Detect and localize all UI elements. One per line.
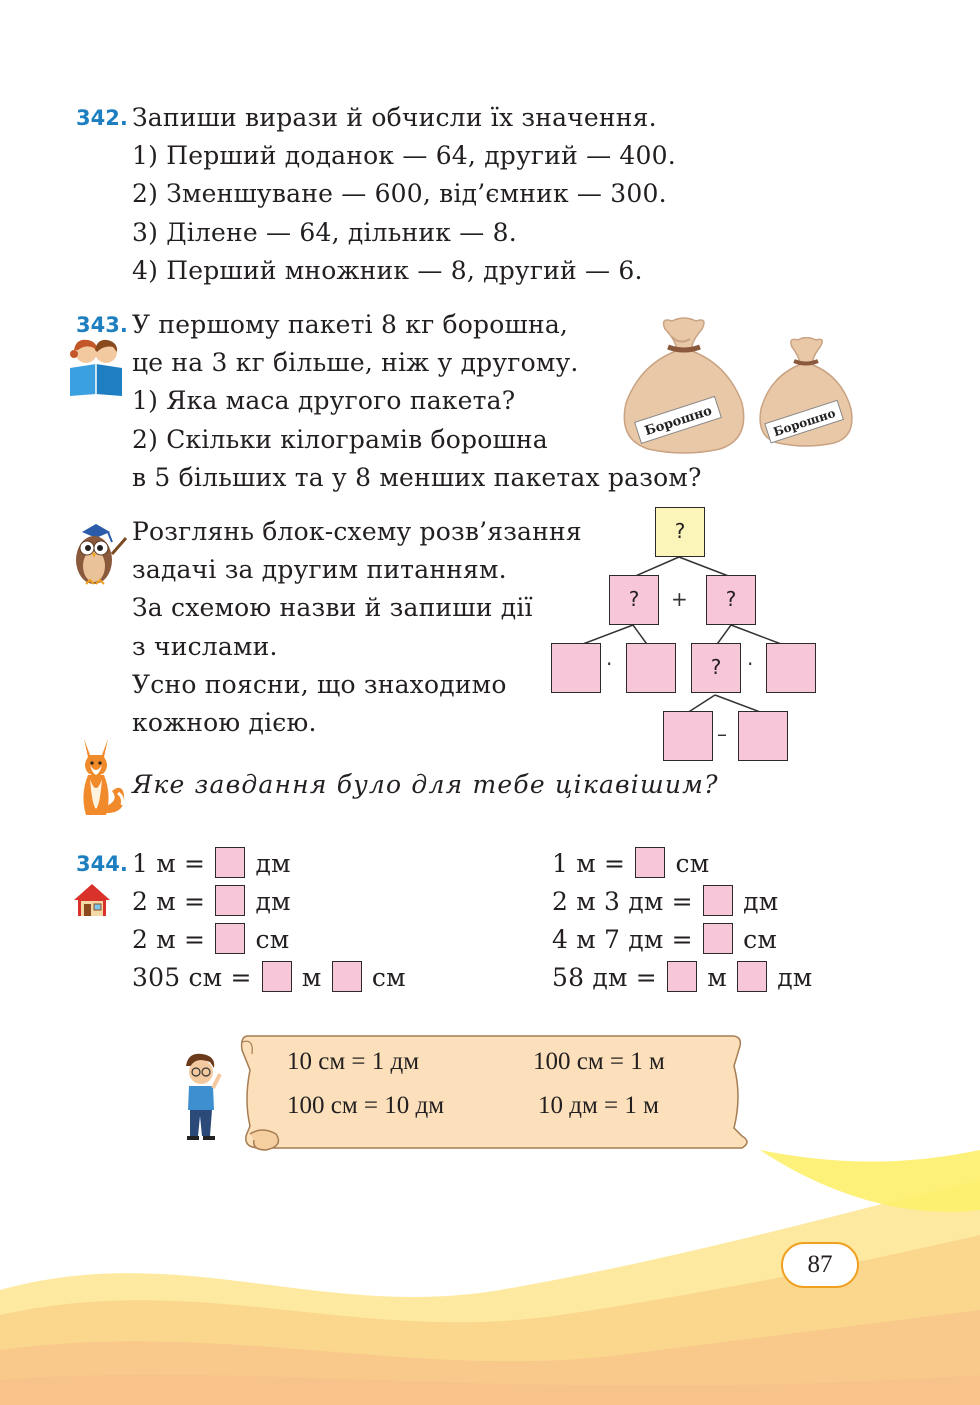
conversion-unit: м	[301, 963, 322, 992]
conversion-expression: 4 м 7 дм =	[552, 925, 693, 954]
task-343-line-2: це на 3 кг більше, ніж у другому.	[132, 348, 579, 377]
reference-row1-col2: 100 см = 1 м	[533, 1048, 665, 1075]
scheme-text-6: кожною дією.	[132, 708, 317, 737]
task-342-item-1: 1) Перший доданок — 64, другий — 400.	[132, 141, 676, 170]
scheme-box-minuend	[663, 711, 713, 761]
conversion-unit: см	[675, 849, 710, 878]
conversion-right-4	[552, 963, 812, 995]
flour-bag-small-icon	[756, 337, 856, 449]
conversion-expression: 1 м =	[552, 849, 626, 878]
conversion-expression: 58 дм =	[552, 963, 657, 992]
scheme-multiply-sign: ·	[606, 652, 613, 676]
conversion-left-1	[132, 849, 291, 881]
reference-row1-col1: 10 см = 1 дм	[287, 1048, 420, 1075]
owl-teacher-icon	[64, 518, 128, 588]
scheme-question-mark: ?	[710, 655, 722, 679]
conversion-expression: 2 м =	[132, 925, 206, 954]
task-343-line-3: 1) Яка маса другого пакета?	[132, 386, 516, 415]
conversion-unit: дм	[743, 887, 779, 916]
answer-box[interactable]	[703, 885, 733, 916]
answer-box[interactable]	[215, 885, 245, 916]
scheme-plus-sign: +	[671, 587, 688, 611]
answer-box[interactable]	[703, 923, 733, 954]
scheme-box-factor-3	[766, 643, 816, 693]
conversion-unit: дм	[255, 887, 291, 916]
answer-box[interactable]	[332, 961, 362, 992]
conversion-left-2	[132, 887, 291, 919]
page-number-badge	[781, 1242, 859, 1288]
scheme-multiply-sign: ·	[747, 652, 754, 676]
conversion-left-3	[132, 925, 289, 957]
task-343-line-4: 2) Скільки кілограмів борошна	[132, 425, 548, 454]
flour-bag-large-label: Борошно	[642, 403, 714, 440]
conversion-expression: 2 м 3 дм =	[552, 887, 693, 916]
conversion-expression: 2 м =	[132, 887, 206, 916]
conversion-expression: 305 см =	[132, 963, 252, 992]
flour-bag-large-icon	[620, 317, 748, 455]
conversion-left-4	[132, 963, 406, 995]
reflection-question: Яке завдання було для тебе цікавішим?	[132, 770, 719, 799]
fox-icon	[64, 735, 128, 825]
page-number: 87	[807, 1251, 833, 1278]
conversion-unit: см	[743, 925, 778, 954]
task-342-title: Запиши вирази й обчисли їх значення.	[132, 103, 657, 132]
scheme-text-1: Розглянь блок-схему розв’язання	[132, 517, 582, 546]
answer-box[interactable]	[215, 923, 245, 954]
conversion-unit: м	[707, 963, 727, 992]
scheme-box-right-sum	[706, 575, 756, 625]
reference-row2-col1: 100 см = 10 дм	[287, 1092, 445, 1119]
scheme-box-left-sum	[609, 575, 659, 625]
conversion-unit: см	[255, 925, 290, 954]
task-343-line-5: в 5 більших та у 8 менших пакетах разом?	[132, 463, 702, 492]
answer-box[interactable]	[667, 961, 697, 992]
conversion-expression: 1 м =	[132, 849, 206, 878]
scheme-question-mark: ?	[674, 519, 686, 543]
scheme-question-mark: ?	[628, 587, 640, 611]
conversion-unit: см	[371, 963, 406, 992]
task-number-343: 343.	[76, 313, 128, 337]
answer-box[interactable]	[635, 847, 665, 878]
scheme-text-3: За схемою назви й запиши дії	[132, 593, 533, 622]
reference-row2-col2: 10 дм = 1 м	[538, 1092, 659, 1119]
scheme-box-difference	[691, 643, 741, 693]
task-342-item-2: 2) Зменшуване — 600, від’ємник — 300.	[132, 179, 667, 208]
task-number-342: 342.	[76, 106, 128, 130]
boy-pointing-icon	[176, 1052, 226, 1142]
scheme-box-subtrahend	[738, 711, 788, 761]
scheme-text-4: з числами.	[132, 632, 278, 661]
task-342-item-3: 3) Ділене — 64, дільник — 8.	[132, 218, 517, 247]
answer-box[interactable]	[262, 961, 292, 992]
conversion-right-2	[552, 887, 778, 919]
task-343-line-1: У першому пакеті 8 кг борошна,	[132, 310, 569, 339]
scheme-question-mark: ?	[725, 587, 737, 611]
scheme-box-result	[655, 507, 705, 557]
answer-box[interactable]	[737, 961, 767, 992]
task-342-item-4: 4) Перший множник — 8, другий — 6.	[132, 256, 643, 285]
scheme-text-5: Усно поясни, що знаходимо	[132, 670, 507, 699]
answer-box[interactable]	[215, 847, 245, 878]
conversion-right-1	[552, 849, 709, 881]
home-task-icon	[72, 882, 112, 918]
task-number-344: 344.	[76, 852, 128, 876]
flour-bag-small-label: Борошно	[771, 405, 838, 440]
kids-reading-icon	[66, 338, 126, 396]
scheme-box-factor-2	[626, 643, 676, 693]
scheme-minus-sign: –	[717, 722, 727, 746]
scheme-box-factor-1	[551, 643, 601, 693]
conversion-right-3	[552, 925, 777, 957]
conversion-unit: дм	[255, 849, 291, 878]
scheme-text-2: задачі за другим питанням.	[132, 555, 507, 584]
conversion-unit: дм	[777, 963, 813, 992]
